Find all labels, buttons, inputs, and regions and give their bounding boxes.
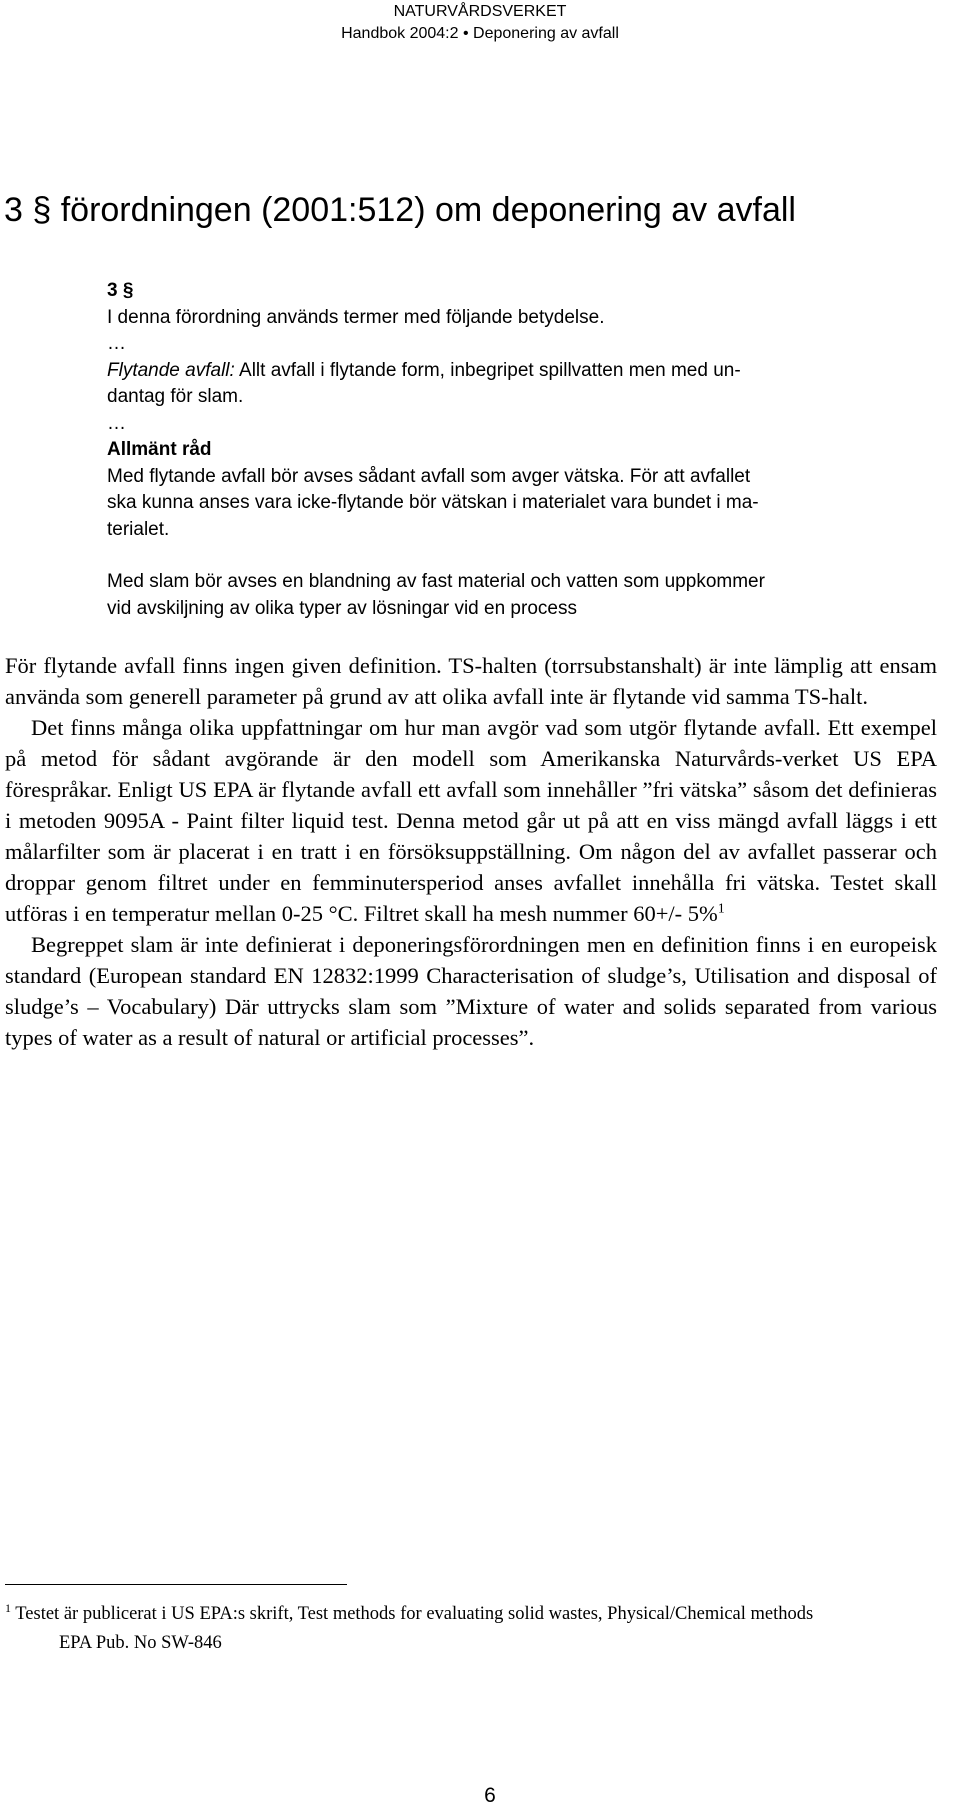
footnote-divider xyxy=(5,1584,347,1585)
body-paragraph xyxy=(5,712,937,929)
definition-text: Allt avfall i flytande form, inbegripet spillvatten men med un- xyxy=(234,359,741,381)
body-text xyxy=(5,650,937,1053)
header-handbook: Handbok 2004:2 • Deponering av avfall xyxy=(341,25,619,42)
advice-heading: Allmänt råd xyxy=(107,439,212,460)
footnote-ref: 1 xyxy=(717,901,725,917)
footnote-line xyxy=(5,1600,950,1629)
definition-term: Flytande avfall: xyxy=(107,359,235,381)
page-number: 6 xyxy=(484,1784,496,1807)
section-number: 3 § xyxy=(107,280,134,301)
header-org: NATURVÅRDSVERKET xyxy=(393,3,567,20)
advice-line: terialet. xyxy=(107,518,170,540)
definition-cont: dantag för slam. xyxy=(107,386,244,407)
slam-line: Med slam bör avses en blandning av fast material och vatten som uppkommer xyxy=(107,571,765,592)
advice-line: Med flytande avfall bör avses sådant avfall som avger vätska. För att avfallet xyxy=(107,465,751,487)
quote-block xyxy=(107,278,897,622)
page-number-wrap xyxy=(0,1784,960,1808)
footnote-line: EPA Pub. No SW-846 xyxy=(59,1633,222,1653)
chapter-title: 3 § förordningen (2001:512) om deponering av avfall xyxy=(4,191,796,229)
body-paragraph-text: Det finns många olika uppfattningar om hur man avgör vad som utgör flytande avfall. Ett exempel på metod för sådant avgörande är den modell som Amerikanska Naturvårds-verket US EPA förespråkar. Enligt US EPA är flytande avfall ett avfall som innehåller ”fri vätska” såsom det definieras i metoden 9095A - Paint filter liquid test. Denna metod går ut på att en viss mängd avfall läggs i ett målarfilter som är placerat i en tratt i en försöksuppställning. Om någon del av avfallet passerar och droppar genom filtret under en femminutersperiod anses avfallet innehålla fri vätska. Testet skall utföras i en temperatur mellan 0-25 °C. Filtret skall ha mesh nummer 60+/- 5% xyxy=(5,715,937,926)
ellipsis: … xyxy=(107,412,126,434)
footnote xyxy=(5,1600,950,1658)
slam-line: vid avskiljning av olika typer av lösningar vid en process xyxy=(107,597,577,619)
quote-intro: I denna förordning används termer med följande betydelse. xyxy=(107,306,605,328)
definition xyxy=(107,358,897,385)
footnote-text: Testet är publicerat i US EPA:s skrift, Test methods for evaluating solid wastes, Physical/Chemical methods xyxy=(11,1604,814,1624)
ellipsis: … xyxy=(107,333,126,354)
body-paragraph: För flytande avfall finns ingen given definition. TS-halten (torrsubstanshalt) är inte lämplig att ensam använda som generell parameter på grund av att olika avfall inte är flytande vid samma TS-halt. xyxy=(5,653,937,709)
body-paragraph: Begreppet slam är inte definierat i deponeringsförordningen men en definition finns i en europeisk standard (European standard EN 12832:1999 Characterisation of sludge’s, Utilisation and disposal of sludge’s – Vocabulary) Där uttrycks slam som ”Mixture of water and solids separated from various types of water as a result of natural or artificial processes”. xyxy=(5,932,937,1050)
advice-line: ska kunna anses vara icke-flytande bör vätskan i materialet vara bundet i ma- xyxy=(107,492,759,513)
footnote-marker: 1 xyxy=(5,1600,11,1615)
